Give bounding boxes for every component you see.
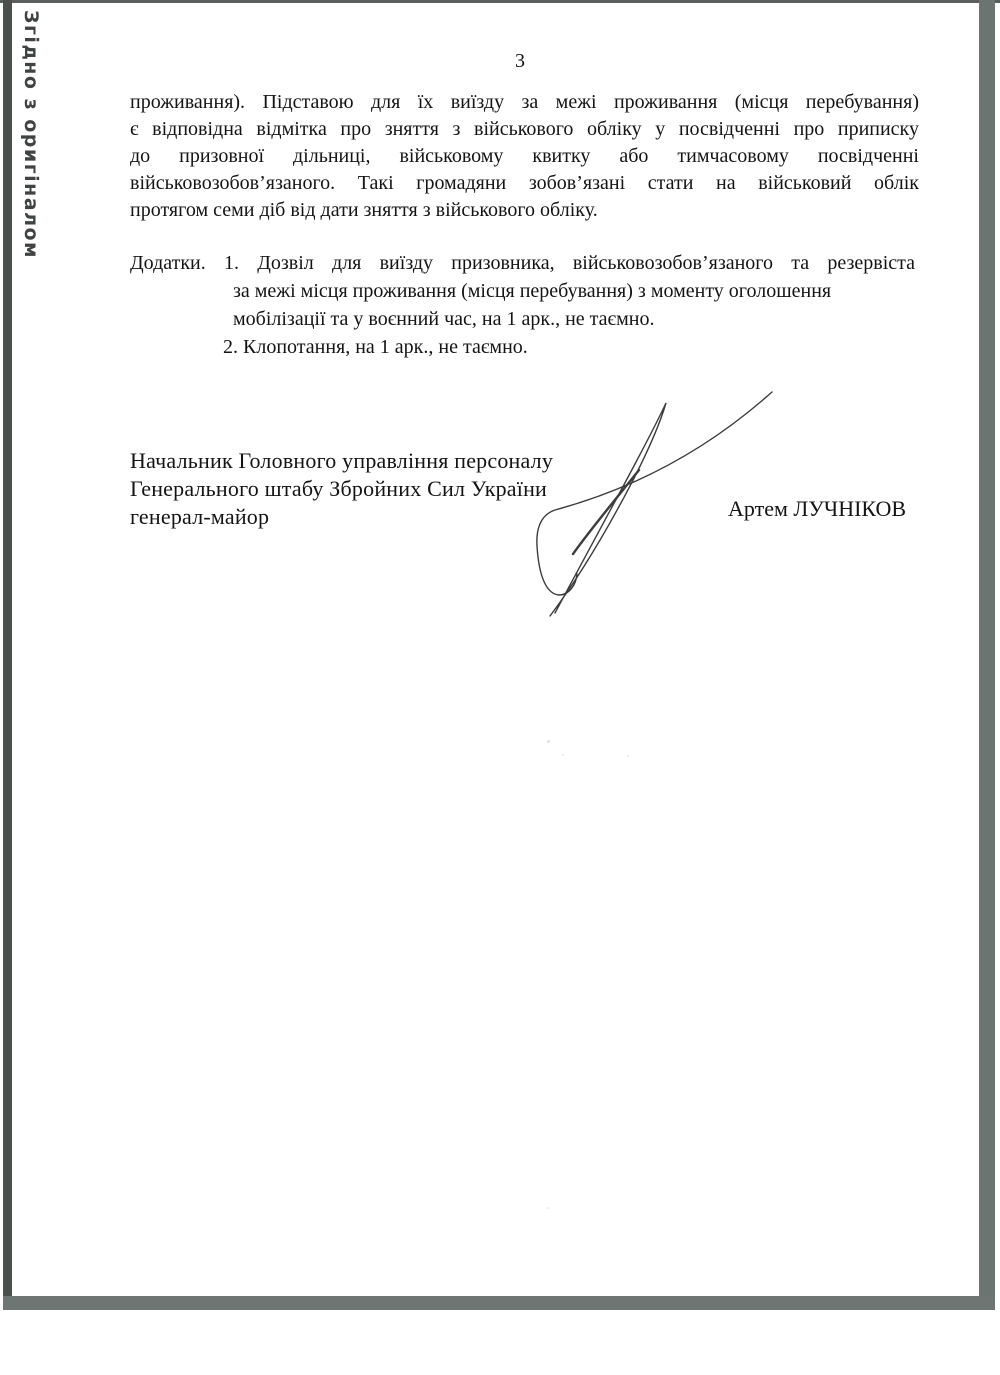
paragraph-line: проживання). Підставою для їх виїзду за межі проживання (місця перебування)	[130, 91, 919, 113]
scan-border-bottom	[3, 1296, 995, 1310]
certification-stamp-vertical: Згідно з оригіналом	[20, 10, 42, 260]
paragraph-line: протягом семи діб від дати зняття з військового обліку.	[130, 199, 598, 221]
paragraph-line: є відповідна відмітка про зняття з військового обліку у посвідченні про приписку	[130, 118, 919, 140]
scan-speck	[627, 755, 629, 757]
attachments-item-2: 2. Клопотання, на 1 арк., не таємно.	[223, 336, 528, 358]
signer-title-block	[130, 447, 553, 531]
scan-speck	[547, 740, 550, 743]
paragraph-line: до призовної дільниці, військовому квитку або тимчасовому посвідченні	[130, 145, 919, 167]
page-number: 3	[515, 50, 525, 72]
paragraph-line: військовозобов’язаного. Такі громадяни зобов’язані стати на військовий облік	[130, 172, 919, 194]
scan-border-left	[3, 0, 12, 1308]
attachments-item-1-line-3: мобілізації та у воєнний час, на 1 арк., не таємно.	[233, 308, 655, 330]
signer-title-line: генерал-майор	[130, 504, 270, 529]
scan-speck	[562, 754, 564, 756]
signer-title-line: Начальник Головного управління персоналу	[130, 448, 554, 473]
body-paragraph	[130, 89, 919, 224]
attachments-item-1-line-2: за межі місця проживання (місця перебування) з моменту оголошення	[233, 280, 832, 302]
signer-name: Артем ЛУЧНІКОВ	[728, 496, 907, 521]
scan-border-right	[979, 0, 995, 1310]
attachments-item-1-line-1: Додатки. 1. Дозвіл для виїзду призовника, військовозобов’язаного та резервіста	[130, 252, 915, 274]
scan-speck	[546, 1207, 549, 1209]
scan-border-top	[0, 0, 1000, 3]
attachments-section	[130, 249, 915, 361]
signer-title-line: Генерального штабу Збройних Сил України	[130, 476, 548, 501]
